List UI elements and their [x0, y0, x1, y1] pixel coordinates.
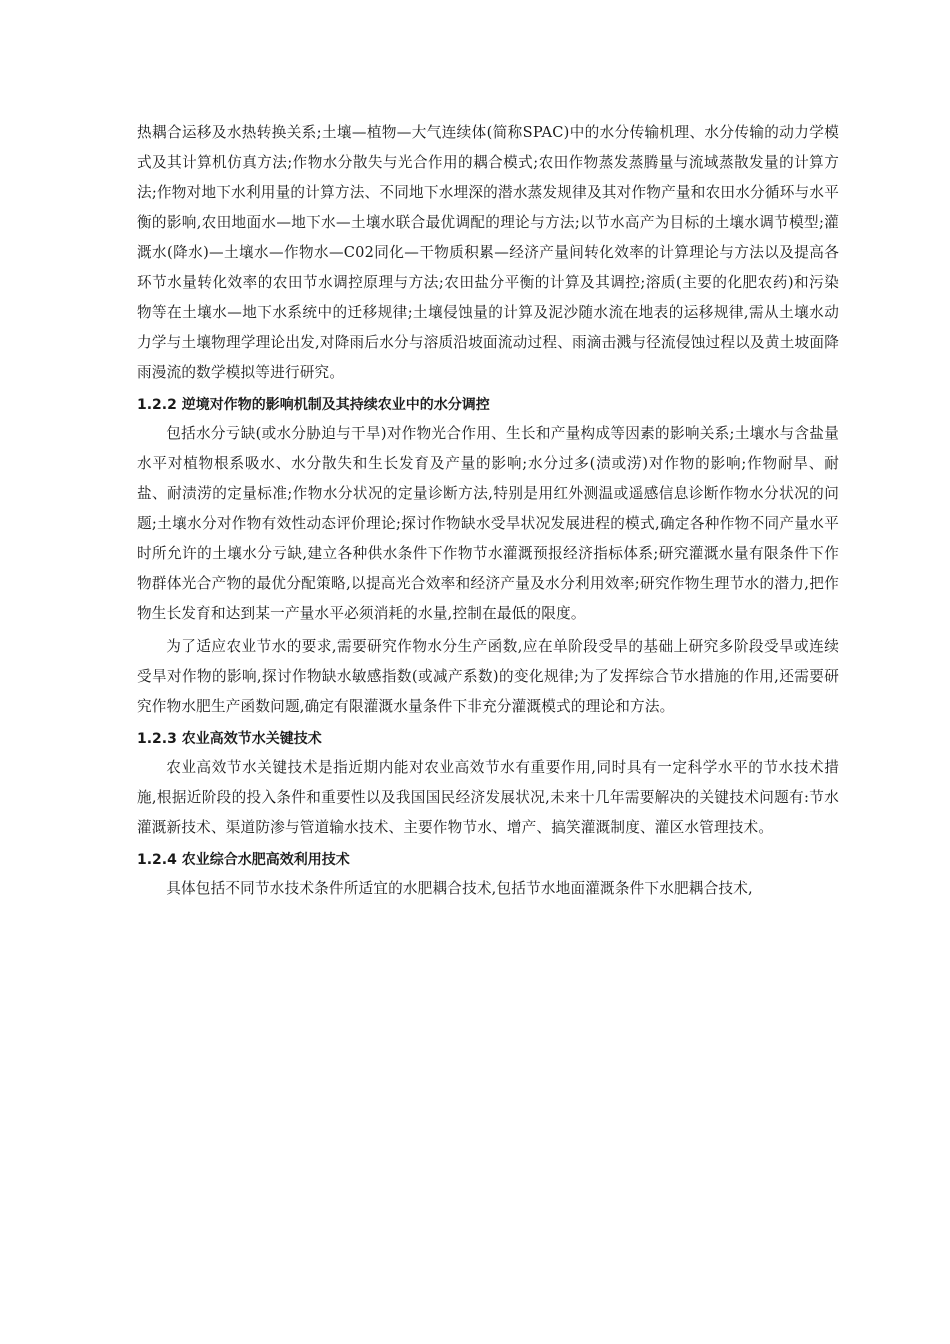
paragraph-stress-mechanism: 包括水分亏缺(或水分胁迫与干旱)对作物光合作用、生长和产量构成等因素的影响关系;土壤水与含盐量水平对植物根系吸水、水分散失和生长发育及产量的影响;水分过多(渍或涝)对作物的影响;作物耐旱、耐盐、耐渍涝的定量标准;作物水分状况的定量诊断方法,特别是用红外测温或遥感信息诊断作物水分状况的问题;土壤水分对作物有效性动态评价理论;探讨作物缺水受旱状况发展进程的模式,确定各种作物不同产量水平时所允许的土壤水分亏缺,建立各种供水条件下作物节水灌溉预报经济指标体系;研究灌溉水量有限条件下作物群体光合产物的最优分配策略,以提高光合效率和经济产量及水分利用效率;研究作物生理节水的潜力,把作物生长发育和达到某一产量水平必须消耗的水量,控制在最低的限度。 — [137, 425, 839, 622]
paragraph-water-fertilizer-coupling: 具体包括不同节水技术条件所适宜的水肥耦合技术,包括节水地面灌溉条件下水肥耦合技术, — [166, 880, 753, 897]
document-page — [137, 118, 839, 904]
paragraph-key-technologies: 农业高效节水关键技术是指近期内能对农业高效节水有重要作用,同时具有一定科学水平的节水技术措施,根据近阶段的投入条件和重要性以及我国国民经济发展状况,未来十几年需要解决的关键技术问题有:节水灌溉新技术、渠道防渗与管道输水技术、主要作物节水、增产、搞笑灌溉制度、灌区水管理技术。 — [137, 759, 839, 836]
paragraph-soil-water-research: 热耦合运移及水热转换关系;土壤—植物—大气连续体(简称SPAC)中的水分传输机理、水分传输的动力学模式及其计算机仿真方法;作物水分散失与光合作用的耦合模式;农田作物蒸发蒸腾量与流域蒸散发量的计算方法;作物对地下水利用量的计算方法、不同地下水埋深的潜水蒸发规律及其对作物产量和农田水分循环与水平衡的影响,农田地面水—地下水—土壤水联合最优调配的理论与方法;以节水高产为目标的土壤水调节模型;灌溉水(降水)—土壤水—作物水—C02同化—干物质积累—经济产量间转化效率的计算理论与方法以及提高各环节水量转化效率的农田节水调控原理与方法;农田盐分平衡的计算及其调控;溶质(主要的化肥农药)和污染物等在土壤水—地下水系统中的迁移规律;土壤侵蚀量的计算及泥沙随水流在地表的运移规律,需从土壤水动力学与土壤物理学理论出发,对降雨后水分与溶质沿坡面流动过程、雨滴击溅与径流侵蚀过程以及黄土坡面降雨漫流的数学模拟等进行研究。 — [137, 124, 839, 381]
paragraph-water-production-function: 为了适应农业节水的要求,需要研究作物水分生产函数,应在单阶段受旱的基础上研究多阶段受旱或连续受旱对作物的影响,探讨作物缺水敏感指数(或减产系数)的变化规律;为了发挥综合节水措施的作用,还需要研究作物水肥生产函数问题,确定有限灌溉水量条件下非充分灌溉模式的理论和方法。 — [137, 638, 839, 715]
section-heading-1-2-2: 1.2.2 逆境对作物的影响机制及其持续农业中的水分调控 — [137, 397, 490, 413]
section-heading-1-2-4: 1.2.4 农业综合水肥高效利用技术 — [137, 852, 350, 868]
section-heading-1-2-3: 1.2.3 农业高效节水关键技术 — [137, 731, 322, 747]
